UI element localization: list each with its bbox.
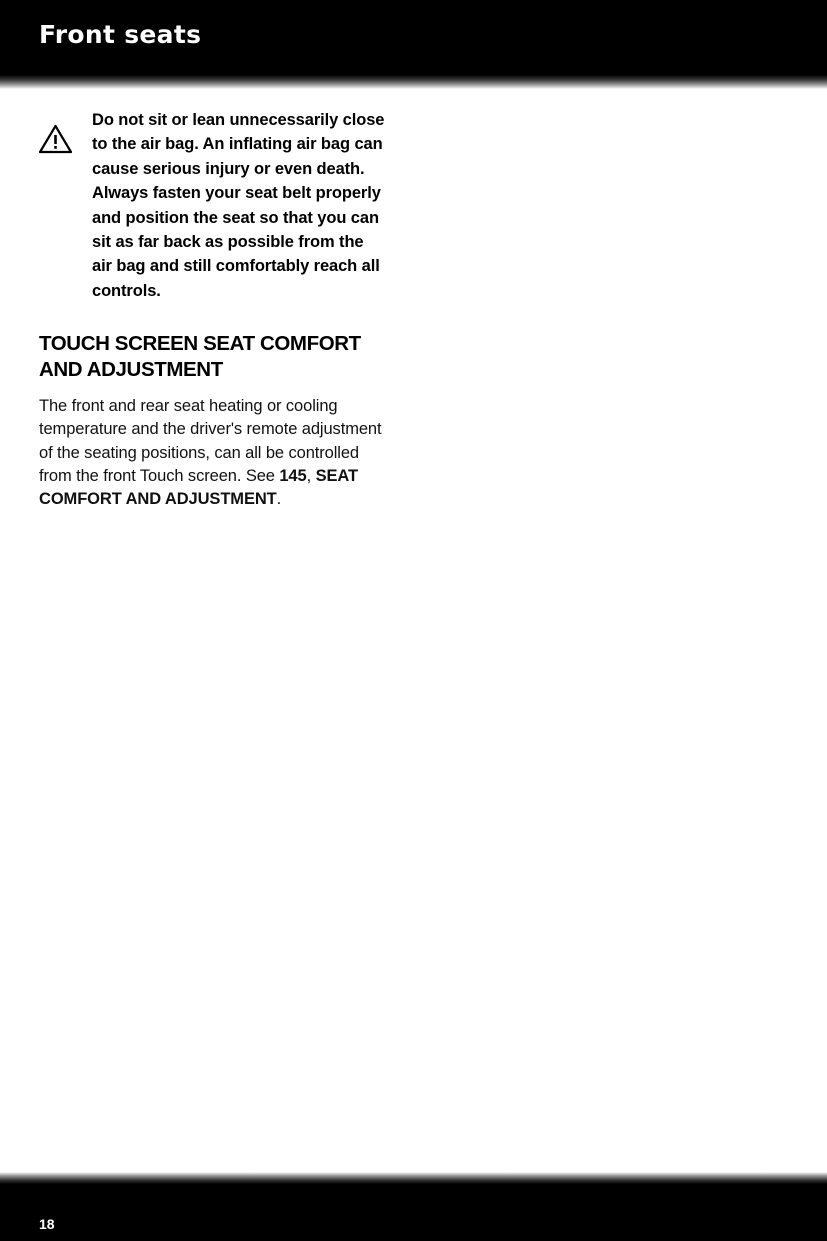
cross-reference-title: SEAT COMFORT AND ADJUSTMENT bbox=[39, 466, 358, 509]
left-column bbox=[39, 108, 387, 528]
header-gradient-rule bbox=[0, 75, 827, 89]
section-paragraph bbox=[39, 395, 387, 511]
warning-callout bbox=[39, 108, 387, 303]
paragraph-text-part3: . bbox=[276, 490, 282, 509]
cross-reference-page: 145 bbox=[279, 466, 307, 485]
section-heading: TOUCH SCREEN SEAT COMFORT AND ADJUSTMENT bbox=[39, 332, 361, 382]
page-footer bbox=[0, 1184, 827, 1241]
paragraph-text-part1: The front and rear seat heating or cooling temperature and the driver's remote adjustment of the seating positions, can all be controlled from the front Touch screen. See bbox=[39, 397, 382, 485]
paragraph-text-part2: , bbox=[306, 466, 316, 485]
page-number: 18 bbox=[39, 1216, 55, 1232]
footer-gradient-rule bbox=[0, 1172, 827, 1184]
warning-text: Do not sit or lean unnecessarily close to the air bag. An inflating air bag can cause serious injury or even death. Always fasten your seat belt properly and position the seat so that you can sit as far back as possible from the air bag and still comfortably reach all controls. bbox=[92, 111, 385, 300]
warning-triangle-icon bbox=[39, 124, 72, 154]
page-title: Front seats bbox=[39, 20, 202, 49]
